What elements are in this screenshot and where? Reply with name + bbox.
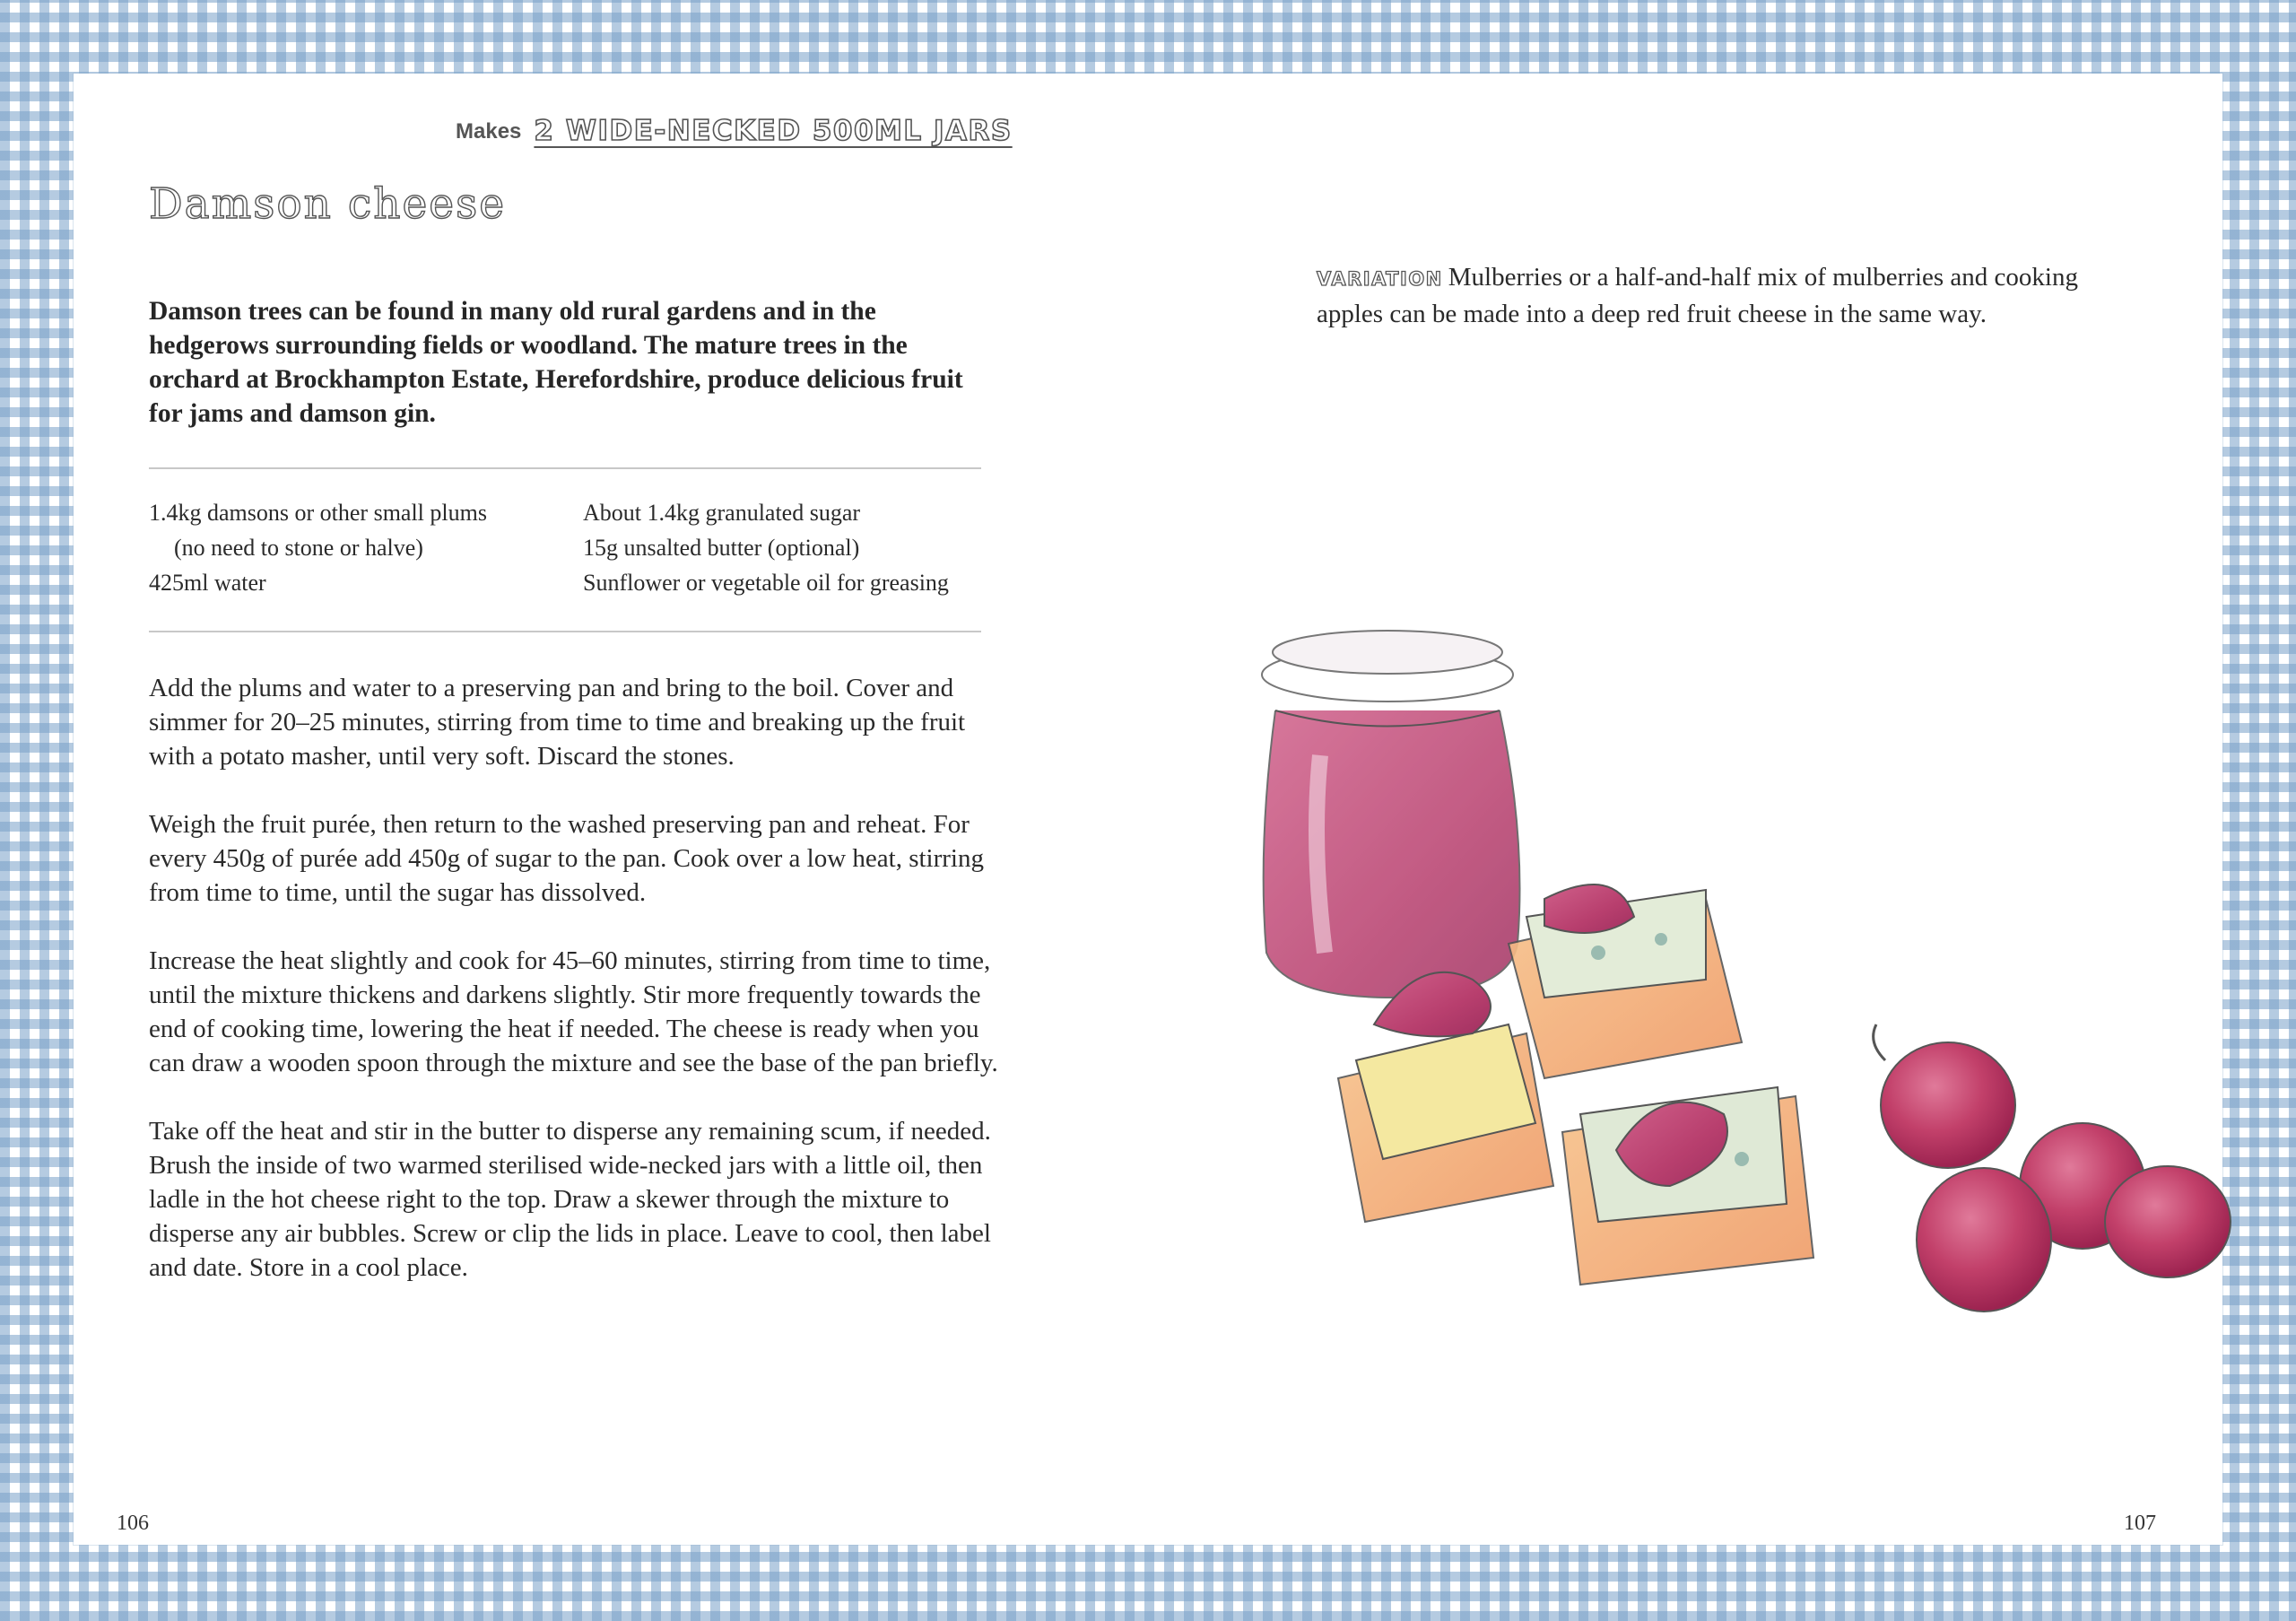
blue-cheese-cracker-icon [1509,885,1742,1078]
page-number-left: 106 [117,1512,149,1535]
blue-cheese-cracker-front-icon [1562,1087,1813,1285]
yield-line [456,115,1013,147]
method-section [149,671,1010,1319]
ingredient-item: 425ml water [149,570,266,596]
divider-top [149,467,981,469]
yield-value: 2 WIDE-NECKED 500ML JARS [534,115,1013,147]
ingredient-item: 1.4kg damsons or other small plums [149,500,487,526]
variation-text: Mulberries or a half-and-half mix of mulberries and cooking apples can be made into a deep red fruit cheese in the same way. [1317,263,2078,328]
ingredient-note: (no need to stone or halve) [174,535,423,561]
yield-label: Makes [456,119,522,144]
damson-illustration [1239,576,2244,1365]
ingredients-column-right [583,495,996,600]
method-step: Add the plums and water to a preserving pan and bring to the boil. Cover and simmer for 20–25 minutes, stirring from time to time and breaking up the fruit with a potato masher, until very soft. Discard the stones. [149,674,966,771]
plums-icon [1874,1024,2231,1312]
method-step: Take off the heat and stir in the butter to disperse any remaining scum, if needed. Brush the inside of two warmed sterilised wide-necked jars with a little oil, then ladle in the hot cheese right to the top. Draw a skewer through the mixture to disperse any air bubbles. Screw or clip the lids in place. Leave to cool, then label and date. Store in a cool place. [149,1117,991,1282]
ingredients-column-left [149,495,561,600]
ingredient-item: 15g unsalted butter (optional) [583,535,860,561]
variation-note [1317,260,2088,332]
recipe-intro: Damson trees can be found in many old rural gardens and in the hedgerows surrounding fields or woodland. The mature trees in the orchard at Brockhampton Estate, Herefordshire, produce delicious fruit for jams and damson gin. [149,297,963,428]
variation-label: VARIATION [1317,268,1443,290]
cheese-cracker-icon [1338,972,1553,1222]
jar-icon [1262,631,1520,998]
page-number-right: 107 [2124,1512,2156,1535]
ingredient-item: About 1.4kg granulated sugar [583,500,861,526]
recipe-title: Damson cheese [149,179,507,229]
method-step: Weigh the fruit purée, then return to the washed preserving pan and reheat. For every 450g of purée add 450g of sugar to the pan. Cook over a low heat, stirring from time to time, until the sugar has dissolved. [149,810,984,907]
book-spread [74,74,2222,1545]
method-step: Increase the heat slightly and cook for 45–60 minutes, stirring from time to time, until the mixture thickens and darkens slightly. Stir more frequently towards the end of cooking time, lowering the heat if needed. The cheese is ready when you can draw a wooden spoon through the mixture and see the base of the pan briefly. [149,946,998,1077]
divider-bottom [149,631,981,632]
ingredient-item: Sunflower or vegetable oil for greasing [583,570,949,596]
